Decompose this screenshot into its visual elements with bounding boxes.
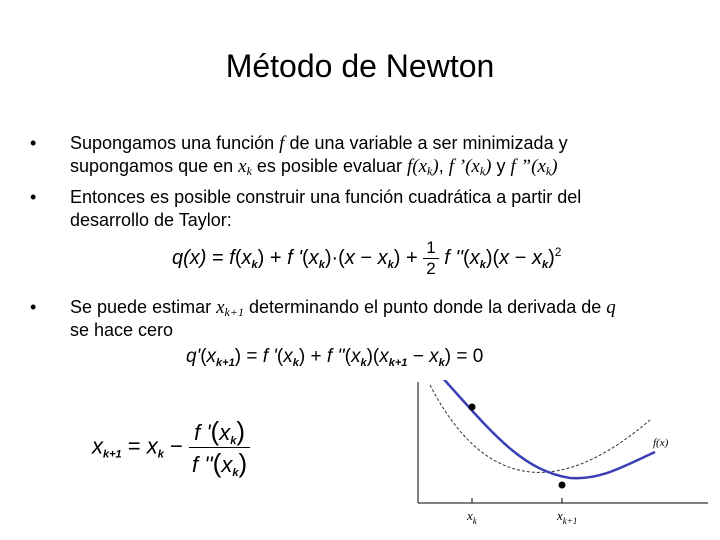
xk-label: $x_k$ bbox=[467, 508, 477, 526]
bullet-text: Supongamos una función bbox=[70, 133, 280, 153]
bullet-text: desarrollo de Taylor: bbox=[70, 210, 232, 230]
function-symbol: f bbox=[279, 133, 285, 154]
quadratic-approximation bbox=[430, 385, 650, 472]
bullet-2 bbox=[30, 186, 690, 232]
variable-q: q bbox=[606, 297, 616, 318]
newton-update-equation: $x_{k+1} = x_k$ − $\frac{f '(x_k)}{f ''(x_k)}$ bbox=[92, 416, 250, 479]
bullet-text: determinando el punto donde la derivada de bbox=[243, 297, 607, 317]
separator: , bbox=[438, 156, 449, 176]
separator: y bbox=[491, 156, 511, 176]
expr-f-xk: $f(x_k)$ bbox=[407, 156, 439, 178]
newton-method-figure bbox=[410, 380, 710, 530]
bullet-marker: • bbox=[30, 187, 37, 207]
variable-xk1: $x_{k+1}$ bbox=[216, 297, 244, 319]
bullet-text: se hace cero bbox=[70, 320, 174, 340]
curve-label: f(x) bbox=[653, 437, 669, 449]
bullet-text: Entonces es posible construir una función cuadrática a partir del bbox=[70, 187, 582, 207]
one-half-fraction: $\frac{1}{2}$ bbox=[423, 238, 438, 279]
bullet-marker: • bbox=[30, 297, 37, 317]
bullet-text: supongamos que en bbox=[70, 156, 239, 176]
newton-fraction: $\frac{f '(x_k)}{f ''(x_k)}$ bbox=[189, 416, 250, 479]
bullet-marker: • bbox=[30, 133, 37, 153]
point-xk1 bbox=[559, 482, 566, 489]
taylor-equation: $q(x) = f(x_k) + f$ '$(x_k)\cdot(x - x_k)$ + $\frac{1}{2}$ f ''$(x_k)(x - x_k)^2$ bbox=[172, 238, 562, 278]
variable-xk: $x_k$ bbox=[238, 156, 252, 178]
function-curve bbox=[440, 380, 655, 478]
derivative-equation: $q'(x_{k+1}) = f$ '$(x_k) + f$ ''$(x_k)(x_{k+1} - x_k) = 0$ bbox=[186, 346, 484, 369]
bullet-1 bbox=[30, 132, 690, 178]
bullet-text: Se puede estimar bbox=[70, 297, 217, 317]
bullet-text: de una variable a ser minimizada y bbox=[284, 133, 568, 153]
slide-title: Método de Newton bbox=[225, 48, 495, 84]
point-xk bbox=[469, 404, 476, 411]
expr-fpp-xk: f $”(x_k)$ bbox=[510, 156, 558, 178]
xk1-label: $x_{k+1}$ bbox=[557, 508, 578, 526]
bullet-text: es posible evaluar bbox=[251, 156, 407, 176]
bullet-3 bbox=[30, 296, 690, 342]
expr-fp-xk: f $’(x_k)$ bbox=[448, 156, 492, 178]
